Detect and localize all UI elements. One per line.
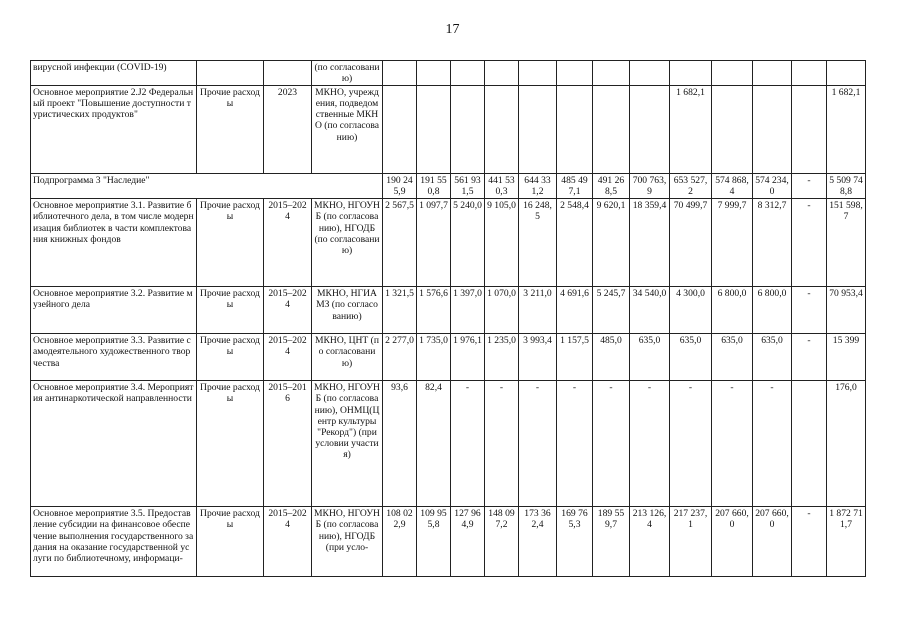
amount-cell — [670, 61, 712, 86]
amount-cell: 635,0 — [712, 334, 753, 381]
amount-cell: 2 567,5 — [383, 199, 417, 287]
table-row — [31, 507, 866, 577]
activity-name-cell: Основное мероприятие 3.3. Развитие самодеятельного художественного творчества — [31, 334, 197, 381]
amount-cell: - — [519, 381, 557, 507]
amount-cell: - — [593, 381, 630, 507]
amount-cell: - — [792, 507, 827, 577]
amount-cell: 635,0 — [630, 334, 670, 381]
amount-cell — [451, 61, 485, 86]
activity-name-cell: Основное мероприятие 2.J2 Федеральный проект "Повышение доступности туристических продуктов" — [31, 86, 197, 174]
period-cell: 2015–2024 — [264, 507, 312, 577]
amount-cell: 1 576,6 — [417, 287, 451, 334]
amount-cell — [792, 86, 827, 174]
amount-cell: 1 321,5 — [383, 287, 417, 334]
amount-cell: 574 868,4 — [712, 174, 753, 199]
activity-name-cell: Основное мероприятие 3.1. Развитие библиотечного дела, в том числе модернизация библиотек в части комплектования книжных фондов — [31, 199, 197, 287]
amount-cell — [383, 86, 417, 174]
amount-cell: 8 312,7 — [753, 199, 792, 287]
amount-cell: 18 359,4 — [630, 199, 670, 287]
amount-cell: 169 765,3 — [557, 507, 593, 577]
executor-cell: МКНО, учреждения, подведомственные МКНО (по согласованию) — [312, 86, 383, 174]
amount-cell — [417, 86, 451, 174]
amount-cell: 653 527,2 — [670, 174, 712, 199]
amount-cell: 213 126,4 — [630, 507, 670, 577]
expense-type-cell: Прочие расходы — [197, 86, 264, 174]
amount-cell — [630, 61, 670, 86]
amount-cell: 5 509 748,8 — [827, 174, 866, 199]
amount-cell: 635,0 — [753, 334, 792, 381]
amount-cell: - — [557, 381, 593, 507]
amount-cell: 6 800,0 — [712, 287, 753, 334]
amount-cell: 15 399 — [827, 334, 866, 381]
period-cell: 2015–2024 — [264, 199, 312, 287]
amount-cell: 207 660,0 — [712, 507, 753, 577]
amount-cell — [519, 86, 557, 174]
amount-cell: 1 097,7 — [417, 199, 451, 287]
amount-cell: 34 540,0 — [630, 287, 670, 334]
amount-cell: 3 211,0 — [519, 287, 557, 334]
expense-type-cell: Прочие расходы — [197, 507, 264, 577]
amount-cell: - — [792, 287, 827, 334]
executor-cell: МКНО, НГИАМЗ (по согласованию) — [312, 287, 383, 334]
amount-cell — [557, 61, 593, 86]
amount-cell — [827, 61, 866, 86]
expense-type-cell: Прочие расходы — [197, 334, 264, 381]
period-cell — [264, 61, 312, 86]
amount-cell: 1 397,0 — [451, 287, 485, 334]
amount-cell: 93,6 — [383, 381, 417, 507]
amount-cell: - — [792, 199, 827, 287]
amount-cell: - — [792, 174, 827, 199]
amount-cell: 1 735,0 — [417, 334, 451, 381]
amount-cell: 635,0 — [670, 334, 712, 381]
table-row — [31, 334, 866, 381]
executor-cell: (по согласованию) — [312, 61, 383, 86]
amount-cell: 16 248,5 — [519, 199, 557, 287]
amount-cell: - — [753, 381, 792, 507]
amount-cell: 3 993,4 — [519, 334, 557, 381]
amount-cell: 491 268,5 — [593, 174, 630, 199]
amount-cell: 109 955,8 — [417, 507, 451, 577]
amount-cell — [593, 61, 630, 86]
table-row — [31, 199, 866, 287]
amount-cell — [519, 61, 557, 86]
executor-cell: МКНО, НГОУНБ (по согласованию), НГОДБ (по согласованию) — [312, 199, 383, 287]
executor-cell: МКНО, НГОУНБ (по согласованию), ОНМЦ(Центр культуры "Рекорд") (при условии участия) — [312, 381, 383, 507]
executor-cell: МКНО, НГОУНБ (по согласованию), НГОДБ (при усло- — [312, 507, 383, 577]
amount-cell — [383, 61, 417, 86]
expense-type-cell: Прочие расходы — [197, 199, 264, 287]
amount-cell: 1 070,0 — [485, 287, 519, 334]
table-row — [31, 174, 866, 199]
amount-cell: - — [451, 381, 485, 507]
amount-cell: 1 872 711,7 — [827, 507, 866, 577]
amount-cell: 1 235,0 — [485, 334, 519, 381]
amount-cell: 1 682,1 — [670, 86, 712, 174]
amount-cell — [630, 86, 670, 174]
period-cell: 2023 — [264, 86, 312, 174]
amount-cell: - — [712, 381, 753, 507]
table-row — [31, 381, 866, 507]
amount-cell: - — [792, 334, 827, 381]
amount-cell: 217 237,1 — [670, 507, 712, 577]
table-row — [31, 287, 866, 334]
activity-name-cell: Основное мероприятие 3.4. Мероприятия антинаркотической направленности — [31, 381, 197, 507]
amount-cell: 151 598,7 — [827, 199, 866, 287]
executor-cell: МКНО, ЦНТ (по согласованию) — [312, 334, 383, 381]
table-row — [31, 61, 866, 86]
amount-cell: 644 331,2 — [519, 174, 557, 199]
expense-type-cell: Прочие расходы — [197, 381, 264, 507]
amount-cell: 190 245,9 — [383, 174, 417, 199]
amount-cell: 173 362,4 — [519, 507, 557, 577]
amount-cell — [485, 86, 519, 174]
amount-cell: - — [485, 381, 519, 507]
amount-cell: 5 245,7 — [593, 287, 630, 334]
amount-cell: 9 620,1 — [593, 199, 630, 287]
amount-cell: 561 931,5 — [451, 174, 485, 199]
expense-type-cell — [197, 61, 264, 86]
amount-cell — [712, 86, 753, 174]
amount-cell: 1 157,5 — [557, 334, 593, 381]
amount-cell: 4 300,0 — [670, 287, 712, 334]
period-cell: 2015–2024 — [264, 334, 312, 381]
amount-cell: 176,0 — [827, 381, 866, 507]
period-cell: 2015–2016 — [264, 381, 312, 507]
amount-cell: 5 240,0 — [451, 199, 485, 287]
amount-cell: 6 800,0 — [753, 287, 792, 334]
amount-cell — [451, 86, 485, 174]
amount-cell: 127 964,9 — [451, 507, 485, 577]
budget-table — [30, 60, 866, 577]
amount-cell — [485, 61, 519, 86]
amount-cell: 189 559,7 — [593, 507, 630, 577]
amount-cell: 108 022,9 — [383, 507, 417, 577]
amount-cell — [712, 61, 753, 86]
amount-cell: 1 682,1 — [827, 86, 866, 174]
amount-cell: 9 105,0 — [485, 199, 519, 287]
amount-cell — [792, 381, 827, 507]
amount-cell: 441 530,3 — [485, 174, 519, 199]
amount-cell: 485,0 — [593, 334, 630, 381]
amount-cell: 70 499,7 — [670, 199, 712, 287]
amount-cell — [593, 86, 630, 174]
expense-type-cell: Прочие расходы — [197, 287, 264, 334]
activity-name-cell: Основное мероприятие 3.2. Развитие музейного дела — [31, 287, 197, 334]
amount-cell: - — [630, 381, 670, 507]
amount-cell: 2 277,0 — [383, 334, 417, 381]
amount-cell — [753, 61, 792, 86]
amount-cell: 485 497,1 — [557, 174, 593, 199]
activity-name-cell: вирусной инфекции (COVID-19) — [31, 61, 197, 86]
amount-cell: 70 953,4 — [827, 287, 866, 334]
amount-cell: 574 234,0 — [753, 174, 792, 199]
period-cell: 2015–2024 — [264, 287, 312, 334]
amount-cell: 700 763,9 — [630, 174, 670, 199]
amount-cell — [792, 61, 827, 86]
subprogram-title-cell: Подпрограмма 3 "Наследие" — [31, 174, 383, 199]
activity-name-cell: Основное мероприятие 3.5. Предоставление субсидии на финансовое обеспечение выполнения государственного задания на оказание государственной услуги по библиотечному, информаци- — [31, 507, 197, 577]
amount-cell — [557, 86, 593, 174]
amount-cell: 4 691,6 — [557, 287, 593, 334]
amount-cell: 7 999,7 — [712, 199, 753, 287]
amount-cell: 82,4 — [417, 381, 451, 507]
table-row — [31, 86, 866, 174]
amount-cell: 1 976,1 — [451, 334, 485, 381]
amount-cell — [753, 86, 792, 174]
amount-cell: 207 660,0 — [753, 507, 792, 577]
page-number: 17 — [445, 22, 460, 37]
amount-cell — [417, 61, 451, 86]
amount-cell: 148 097,2 — [485, 507, 519, 577]
amount-cell: 2 548,4 — [557, 199, 593, 287]
amount-cell: - — [670, 381, 712, 507]
amount-cell: 191 550,8 — [417, 174, 451, 199]
